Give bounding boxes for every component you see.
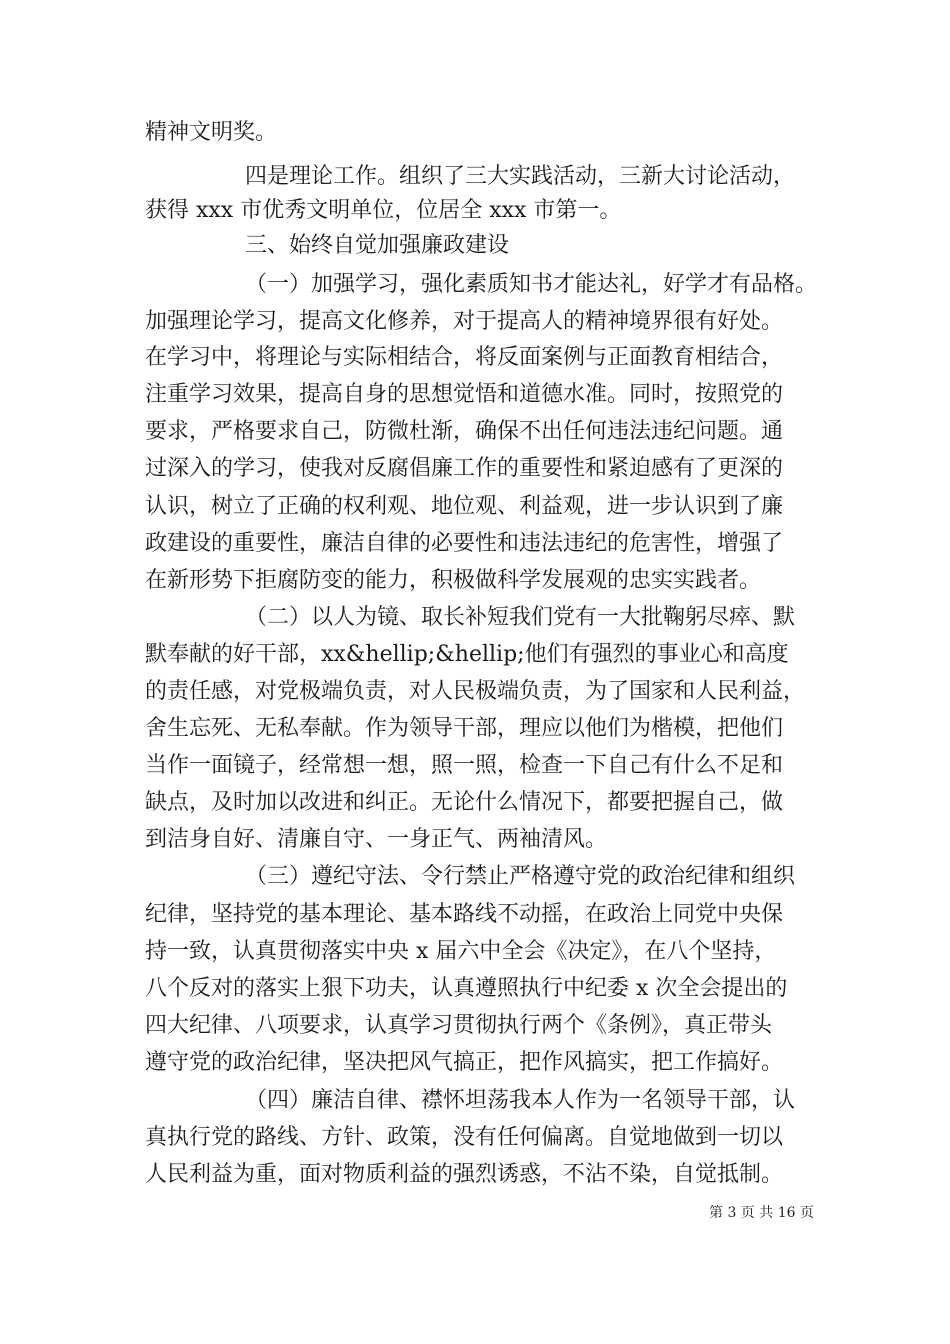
text-line: 当作一面镜子，经常想一想，照一照，检查一下自己有什么不足和	[145, 753, 784, 778]
section-heading: 三、始终自觉加强廉政建设	[245, 233, 510, 258]
text-line: 人民利益为重，面对物质利益的强烈诱惑，不沾不染，自觉抵制。	[145, 1162, 784, 1187]
paragraph-line: （一）加强学习，强化素质知书才能达礼，好学才有品格。	[245, 272, 818, 297]
text-line: 过深入的学习，使我对反腐倡廉工作的重要性和紧迫感有了更深的	[145, 456, 784, 481]
paragraph-line: （四）廉洁自律、襟怀坦荡我本人作为一名领导干部，认	[245, 1088, 796, 1113]
text-line: 在学习中，将理论与实际相结合，将反面案例与正面教育相结合，	[145, 345, 784, 370]
text-line: 八个反对的落实上狠下功夫，认真遵照执行中纪委 x 次全会提出的	[145, 976, 788, 1001]
page-number-footer: 第 3 页 共 16 页	[709, 1205, 814, 1221]
text-line: 精神文明奖。	[145, 120, 278, 145]
text-line: 默奉献的好干部，xx&hellip;&hellip;他们有强烈的事业心和高度	[145, 642, 789, 667]
paragraph-line: （三）遵纪守法、令行禁止严格遵守党的政治纪律和组织	[245, 864, 796, 889]
text-line: 舍生忘死、无私奉献。作为领导干部，理应以他们为楷模，把他们	[145, 716, 784, 741]
paragraph-line: （二）以人为镜、取长补短我们党有一大批鞠躬尽瘁、默	[245, 605, 796, 630]
text-line: 纪律，坚持党的基本理论、基本路线不动摇，在政治上同党中央保	[145, 902, 784, 927]
text-line: 注重学习效果，提高自身的思想觉悟和道德水准。同时，按照党的	[145, 382, 784, 407]
text-line: 获得 xxx 市优秀文明单位，位居全 xxx 市第一。	[145, 198, 622, 223]
text-line: 遵守党的政治纪律，坚决把风气搞正，把作风搞实，把工作搞好。	[145, 1050, 784, 1075]
text-line: 缺点，及时加以改进和纠正。无论什么情况下，都要把握自己，做	[145, 790, 784, 815]
text-line: 真执行党的路线、方针、政策，没有任何偏离。自觉地做到一切以	[145, 1125, 784, 1150]
text-line: 到洁身自好、清廉自守、一身正气、两袖清风。	[145, 827, 608, 852]
text-line: 的责任感，对党极端负责，对人民极端负责，为了国家和人民利益，	[145, 679, 806, 704]
text-line: 四大纪律、八项要求，认真学习贯彻执行两个《条例》，真正带头	[145, 1013, 773, 1038]
text-line: 加强理论学习，提高文化修养，对于提高人的精神境界很有好处。	[145, 309, 784, 334]
text-line: 持一致，认真贯彻落实中央 x 届六中全会《决定》，在八个坚持，	[145, 939, 777, 964]
paragraph-line: 四是理论工作。组织了三大实践活动，三新大讨论活动，	[245, 164, 796, 189]
text-line: 认识，树立了正确的权利观、地位观、利益观，进一步认识到了廉	[145, 494, 784, 519]
text-line: 在新形势下拒腐防变的能力，积极做科学发展观的忠实实践者。	[145, 568, 762, 593]
text-line: 政建设的重要性，廉洁自律的必要性和违法违纪的危害性，增强了	[145, 531, 784, 556]
text-line: 要求，严格要求自己，防微杜渐，确保不出任何违法违纪问题。通	[145, 419, 784, 444]
